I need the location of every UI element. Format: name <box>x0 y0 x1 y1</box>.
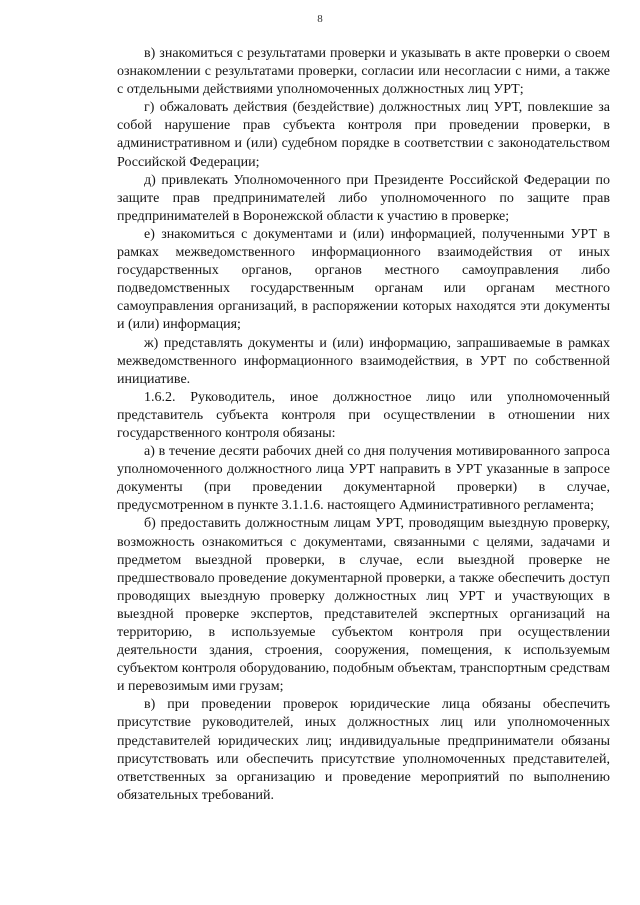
section-1-6-2: 1.6.2. Руководитель, иное должностное лицо или уполномоченный представитель субъекта контроля при осуществлении в отношении них государственного контроля обязаны: <box>117 389 610 441</box>
paragraph-g-rights: г) обжаловать действия (бездействие) должностных лиц УРТ, повлекшие за собой нарушение прав субъекта контроля при проведении проверки, в административном и (или) судебном порядке в соответствии с законодательством Российской Федерации; <box>117 100 610 170</box>
paragraph-e-rights: е) знакомиться с документами и (или) информацией, полученными УРТ в рамках межведомственного информационного взаимодействия от иных государственных органов, органов местного самоуправления либо подведомственных государственным органам или органам местного самоуправления организаций, в распоряжении которых находятся эти документы и (или) информация; <box>117 226 610 333</box>
page-number: 8 <box>317 13 323 25</box>
paragraph-zh-rights: ж) представлять документы и (или) информацию, запрашиваемые в рамках межведомственного информационного взаимодействия, в УРТ по собственной инициативе. <box>117 335 610 387</box>
paragraph-v-obligations: в) при проведении проверок юридические лица обязаны обеспечить присутствие руководителей, иных должностных лиц или уполномоченных представителей юридических лиц; индивидуальные предприниматели обязаны присутствовать или обеспечить присутствие уполномоченных представителей, ответственных за организацию и проведение мероприятий по выполнению обязательных требований. <box>117 697 610 803</box>
paragraph-b-obligations: б) предоставить должностным лицам УРТ, проводящим выездную проверку, возможность ознакомиться с документами, связанными с целями, задачами и предметом выездной проверки, в случае, если выездной проверке не предшествовало проведение документарной проверки, а также обеспечить доступ проводящих выездную проверку должностных лиц УРТ и участвующих в выездной проверке экспертов, представителей экспертных организаций на территорию, в используемые субъектом контроля при осуществлении деятельности здания, строения, сооружения, помещения, к используемым субъектом контроля оборудованию, подобным объектам, транспортным средствам и перевозимым ими грузам; <box>117 516 610 695</box>
paragraph-v-rights: в) знакомиться с результатами проверки и указывать в акте проверки о своем ознакомлении с результатами проверки, согласии или несогласии с ними, а также с отдельными действиями уполномоченных должностных лиц УРТ; <box>117 46 610 98</box>
paragraph-a-obligations: а) в течение десяти рабочих дней со дня получения мотивированного запроса уполномоченного должностного лица УРТ направить в УРТ указанные в запросе документы (при проведении документарной проверки) в случае, предусмотренном в пункте 3.1.1.6. настоящего Административного регламента; <box>117 444 610 514</box>
paragraph-d-rights: д) привлекать Уполномоченного при Президенте Российской Федерации по защите прав предпринимателей либо уполномоченного по защите прав предпринимателей в Воронежской области к участию в проверке; <box>117 172 610 224</box>
document-body <box>117 45 610 805</box>
